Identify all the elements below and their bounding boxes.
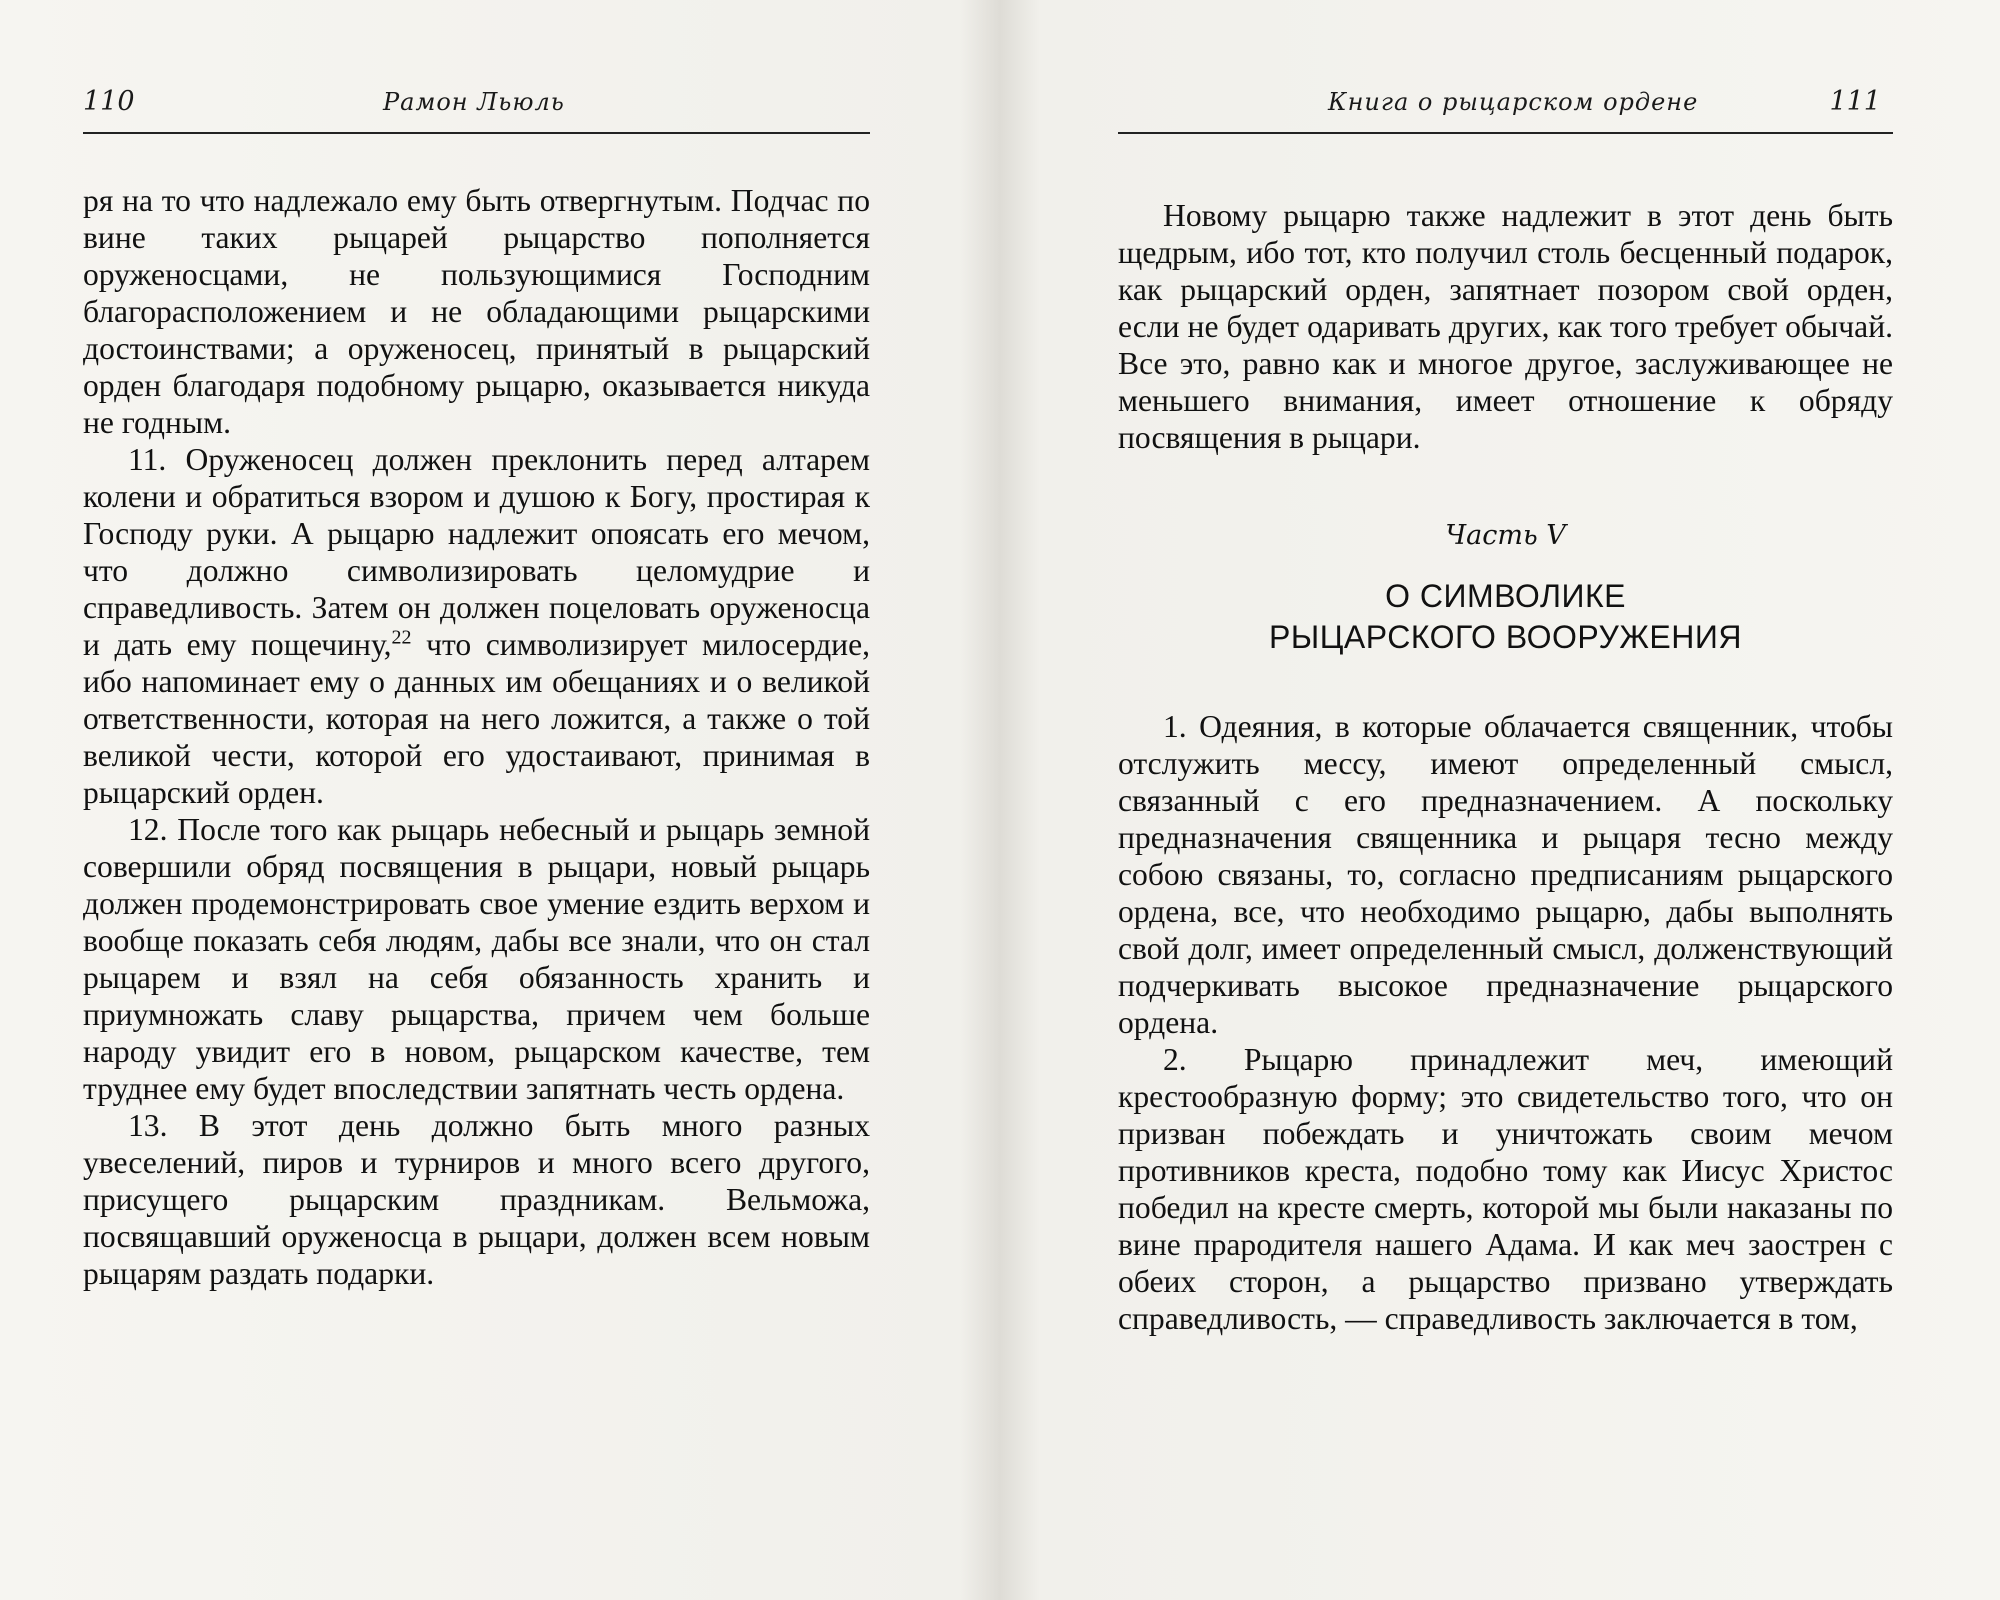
left-running-head-author: Рамон Льюль — [383, 88, 565, 116]
paragraph-11-text: 11. Оруженосец должен преклонить перед алтарем колени и обратиться взором и душою к Богу, простирая к Господу руки. А рыцарю надлежит опоясать его мечом, что должно символизировать целомудрие и справедливость. Затем он должен поцеловать оруженосца и дать ему пощечину, — [83, 442, 870, 662]
paragraph-13: 13. В этот день должно быть много разных увеселений, пиров и турниров и много всего другого, присущего рыцарским праздникам. Вельможа, посвящавший оруженосца в рыцари, должен всем новым рыцарям раздать подарки. — [83, 1108, 870, 1291]
left-running-head — [83, 82, 870, 134]
paragraph-12: 12. После того как рыцарь небесный и рыцарь земной совершили обряд посвящения в рыцари, новый рыцарь должен продемонстрировать свое умение ездить верхом и вообще показать себя людям, дабы все знали, что он стал рыцарем и взял на себя обязанность хранить и приумножать славу рыцарства, причем чем больше народу увидит его в новом, рыцарском качестве, тем труднее ему будет впоследствии запятнать честь ордена. — [83, 812, 870, 1106]
paragraph-1: 1. Одеяния, в которые облачается священник, чтобы отслужить мессу, имеют определенный смысл, связанный с его предназначением. А поскольку предназначения священника и рыцаря тесно между собою связаны, то, согласно предписаниям рыцарского ордена, все, что необходимо рыцарю, дабы выполнять свой долг, имеет определенный смысл, долженствующий подчеркивать высокое предназначение рыцарского ордена. — [1118, 709, 1893, 1040]
part-label: Часть V — [1445, 520, 1566, 551]
paragraph-2: 2. Рыцарю принадлежит меч, имеющий крестообразную форму; это свидетельство того, что он призван побеждать и уничтожать своим мечом противников креста, подобно тому как Иисус Христос победил на кресте смерть, которой мы были наказаны по вине прародителя нашего Адама. И как меч заострен с обеих сторон, а рыцарство призвано утверждать справедливость, — справедливость заключается в том, — [1118, 1042, 1893, 1336]
left-text-block — [83, 182, 870, 1292]
paragraph-continuation: ря на то что надлежало ему быть отвергнутым. Подчас по вине таких рыцарей рыцарство пополняется оруженосцами, не пользующимися Господним благорасположением и не обладающими рыцарскими достоинствами; а оруженосец, принятый в рыцарский орден благодаря подобному рыцарю, оказывается никуда не годным. — [83, 183, 870, 440]
right-running-head-title: Книга о рыцарском ордене — [1328, 88, 1699, 116]
part-title-line-2: РЫЦАРСКОГО ВООРУЖЕНИЯ — [1269, 619, 1742, 655]
right-page-number: 111 — [1829, 86, 1881, 117]
right-text-block — [1118, 197, 1893, 1337]
part-title — [1118, 576, 1893, 658]
paragraph-11-tail: что символизирует милосердие, ибо напоминает ему о данных им обещаниях и о великой ответственности, которая на него ложится, а также о той великой чести, которой его удостаивают, принимая в рыцарский орден. — [83, 627, 870, 810]
footnote-reference[interactable]: 22 — [391, 626, 412, 649]
right-running-head — [1118, 82, 1893, 134]
paragraph-opening: Новому рыцарю также надлежит в этот день быть щедрым, ибо тот, кто получил столь бесценный подарок, как рыцарский орден, запятнает позором свой орден, если не будет одаривать других, как того требует обычай. Все это, равно как и многое другое, заслуживающее не меньшего внимания, имеет отношение к обряду посвящения в рыцари. — [1118, 198, 1893, 455]
right-page — [1000, 0, 2000, 1600]
paragraph-11 — [83, 441, 870, 811]
part-title-line-1: О СИМВОЛИКЕ — [1385, 578, 1626, 614]
left-page-number: 110 — [83, 86, 135, 117]
